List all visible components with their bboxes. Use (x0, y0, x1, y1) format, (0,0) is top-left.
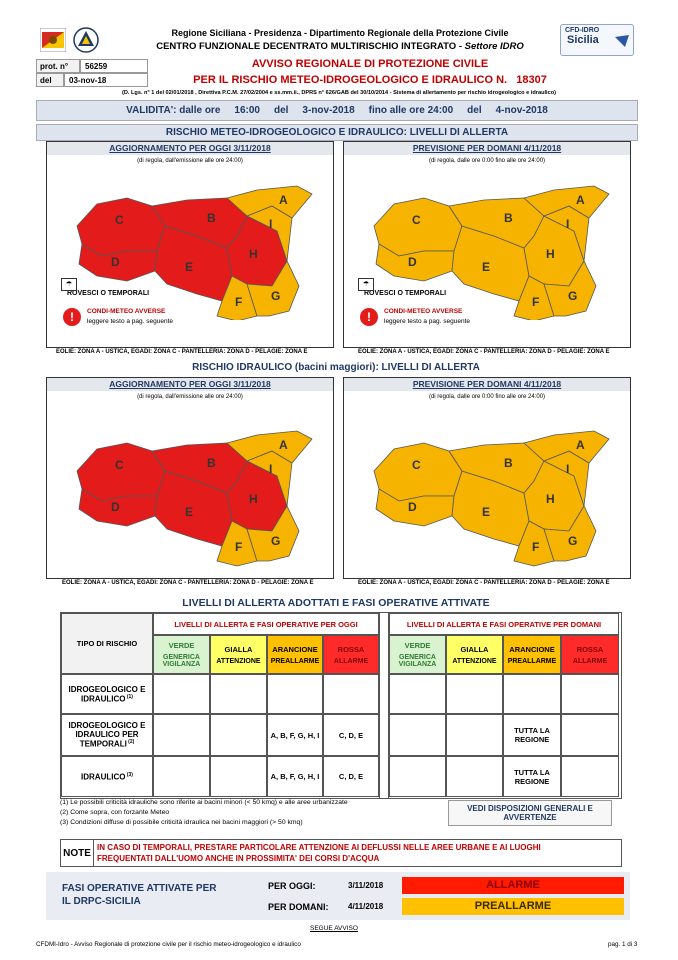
domani-rossa-label: ROSSA (576, 644, 604, 654)
zone-d-label: D (408, 255, 417, 269)
note-box (60, 839, 622, 867)
oggi-gialla-label: GIALLA (224, 644, 253, 654)
row-label-sup: (1) (125, 693, 133, 700)
oggi-rossa-cell: C, D, E (323, 756, 379, 797)
validity-to-date: 4-nov-2018 (495, 105, 548, 116)
domani-gialla-label: GIALLA (460, 644, 489, 654)
zone-i-label: I (566, 217, 570, 231)
table-notes (60, 798, 450, 828)
map-idraulico-domani (343, 377, 631, 579)
zone-d-label: D (111, 255, 120, 269)
zone-e-label: E (482, 260, 491, 274)
oggi-rossa-label: ROSSA (337, 644, 365, 654)
domani-rossa-sub: ALLARME (572, 657, 608, 665)
zone-e-label: E (185, 260, 194, 274)
row-label (61, 674, 153, 714)
domani-arancione-cell: TUTTA LA REGIONE (503, 714, 561, 756)
row-label-sup: (3) (125, 771, 133, 778)
oggi-verde (153, 635, 210, 674)
note-label: NOTE (61, 840, 94, 866)
map-idraulico-oggi (46, 377, 334, 579)
oggi-arancione-label: ARANCIONE (272, 644, 318, 654)
regione-logo (40, 28, 66, 52)
zone-e-label: E (185, 505, 194, 519)
row-label (61, 756, 153, 797)
map-meteo-domani-title: PREVISIONE PER DOMANI 4/11/2018 (344, 142, 630, 155)
oggi-arancione-cell (267, 674, 323, 714)
title-line1: AVVISO REGIONALE DI PROTEZIONE CIVILE (251, 58, 489, 70)
oggi-arancione-cell: A, B, F, G, H, I (267, 714, 323, 756)
domani-arancione-sub: PREALLARME (507, 657, 557, 665)
domani-rossa (561, 635, 619, 674)
oggi-arancione-sub: PREALLARME (270, 657, 320, 665)
zone-a-label: A (576, 438, 585, 452)
validity-from-date: 3-nov-2018 (302, 105, 355, 116)
validity-label: VALIDITA': dalle ore (126, 105, 221, 116)
zone-a-label: A (279, 193, 288, 207)
title-line2-text: PER IL RISCHIO METEO-IDROGEOLOGICO E IDRAULICO N. (193, 74, 508, 86)
fasi-domani-date: 4/11/2018 (348, 902, 384, 911)
zone-g-label: G (271, 534, 281, 548)
domani-arancione (503, 635, 561, 674)
zone-g-label: G (568, 289, 578, 303)
warning-icon-2: ! (360, 308, 378, 326)
oggi-rossa (323, 635, 379, 674)
domani-arancione-cell: TUTTA LA REGIONE (503, 756, 561, 797)
validity-from-time: 16:00 (234, 105, 260, 116)
zone-g-label: G (568, 534, 578, 548)
validity-del1: del (273, 105, 289, 116)
zone-g-label: G (271, 289, 281, 303)
sicily-icon (615, 34, 629, 46)
oggi-verde-sub: GENERICA VIGILANZA (162, 654, 201, 668)
note-3: (3) Condizioni diffuse di possibile criticità idraulica nei bacini maggiori (> 50 kmq) (60, 819, 303, 826)
domani-verde-cell (389, 674, 446, 714)
zone-e-label: E (482, 505, 491, 519)
domani-verde (389, 635, 446, 674)
row-label-text: IDROGEOLOGICO E IDRAULICO PER TEMPORALI $^{(2)}$ (68, 721, 146, 749)
oggi-arancione-cell: A, B, F, G, H, I (267, 756, 323, 797)
del-label: del (36, 73, 64, 87)
row-label-text: IDRAULICO $^{(3)}$ (81, 771, 133, 782)
zone-a-label: A (576, 193, 585, 207)
fasi-box (46, 872, 630, 920)
note-1: (1) Le possibili criticità idrauliche sono riferite ai bacini minori (< 50 kmq) e alle aree urbanizzate (60, 799, 348, 806)
oggi-rossa-cell (323, 674, 379, 714)
rovesci-label-2: ROVESCI O TEMPORALI (364, 290, 447, 297)
condi-meteo-sub: leggere testo a pag. seguente (87, 318, 174, 325)
zone-h-label: H (249, 247, 258, 261)
table-gap (379, 613, 389, 798)
prot-value: 56259 (80, 59, 148, 73)
oggi-verde-cell (153, 674, 210, 714)
zone-h-label: H (546, 492, 555, 506)
domani-verde-cell (389, 756, 446, 797)
header-line2 (110, 41, 570, 52)
eolie-note-4: EOLIE: ZONA A - USTICA, EGADI: ZONA C - PANTELLERIA: ZONA D - PELAGIE: ZONA E (358, 580, 610, 586)
map-idraulico-domani-title: PREVISIONE PER DOMANI 4/11/2018 (344, 378, 630, 391)
oggi-rossa-sub: ALLARME (333, 657, 369, 665)
validity-until: fino alle ore 24:00 (368, 105, 454, 116)
domani-verde-label: VERDE (404, 641, 431, 650)
header-line2-main: CENTRO FUNZIONALE DECENTRATO MULTIRISCHIO INTEGRATO - (156, 41, 462, 52)
fasi-domani-fase: PREALLARME (402, 898, 624, 915)
zone-a-label: A (279, 438, 288, 452)
zone-d-label: D (408, 500, 417, 514)
vedi-disposizioni-button[interactable]: VEDI DISPOSIZIONI GENERALI E AVVERTENZE (448, 800, 612, 826)
zone-f-label: F (532, 540, 540, 554)
segue-avviso: SEGUE AVVISO (310, 925, 358, 932)
footer-left: CFDMI-Idro - Avviso Regionale di protezione civile per il rischio meteo-idrogeologico e idraulico (36, 941, 301, 948)
title-refs: (D. Lgs. n° 1 del 02/01/2018 , Direttiva P.C.M. 27/02/2004 e ss.mm.ii., DPRS n° 626/GAB del 30/10/2014 - Sistema di allertamento per rischio idrogeologico e idraulico) (121, 90, 556, 96)
cfd-idro-logo (560, 24, 634, 56)
zone-b-label: B (504, 456, 513, 470)
section1-title: RISCHIO METEO-IDROGEOLOGICO E IDRAULICO: LIVELLI DI ALLERTA (36, 124, 638, 141)
map-idraulico-domani-sub: (di regola, dalle ore 0:00 fino alle ore 24:00) (428, 394, 546, 400)
map-meteo-oggi-sub: (di regola, dall'emissione alle ore 24:00) (137, 158, 243, 164)
row-label-sup: (2) (126, 739, 135, 746)
fasi-oggi-date: 3/11/2018 (348, 881, 384, 890)
map-meteo-domani-sub: (di regola, dalle ore 0:00 fino alle ore 24:00) (428, 158, 546, 164)
oggi-verde-label: VERDE (168, 641, 195, 650)
cfd-logo-bottom: Sicilia (567, 34, 599, 46)
condi-meteo-title: CONDI-METEO AVVERSE (87, 308, 166, 315)
domani-verde-cell (389, 714, 446, 756)
validity-del2: del (467, 105, 482, 116)
warning-icon: ! (63, 308, 81, 326)
note-text: IN CASO DI TEMPORALI, PRESTARE PARTICOLARE ATTENZIONE AI DEFLUSSI NELLE AREE URBANE E AI LUOGHI FREQUENTATI DALL'UOMO ANCHE IN PROSSIMITA' DEI CORSI D'ACQUA (97, 843, 541, 863)
map-meteo-oggi-title: AGGIORNAMENTO PER OGGI 3/11/2018 (47, 142, 333, 155)
header-line1: Regione Siciliana - Presidenza - Dipartimento Regionale della Protezione Civile (171, 28, 509, 38)
domani-header: LIVELLI DI ALLERTA E FASI OPERATIVE PER DOMANI (389, 613, 619, 635)
zone-c-area (77, 443, 165, 501)
map-meteo-domani (343, 141, 631, 348)
section2-title: RISCHIO IDRAULICO (bacini maggiori): LIVELLI DI ALLERTA (36, 361, 636, 375)
oggi-header: LIVELLI DI ALLERTA E FASI OPERATIVE PER OGGI (153, 613, 379, 635)
domani-gialla-cell (446, 674, 503, 714)
zone-c-label: C (115, 213, 124, 227)
cfd-logo-top: CFD-IDRO (565, 27, 600, 34)
oggi-gialla-cell (210, 756, 267, 797)
row-label (61, 714, 153, 756)
map-idraulico-oggi-sub: (di regola, dall'emissione alle ore 24:00) (137, 394, 243, 400)
fasi-oggi-label: PER OGGI: (268, 881, 316, 891)
oggi-verde-cell (153, 756, 210, 797)
zone-f-label: F (235, 540, 243, 554)
alert-table (60, 612, 622, 799)
zone-c-label: C (412, 213, 421, 227)
header-line2-italic: Settore IDRO (464, 41, 524, 52)
validity-band (36, 100, 638, 121)
domani-gialla-cell (446, 714, 503, 756)
fasi-label: FASI OPERATIVE ATTIVATE PER IL DRPC-SICILIA (62, 883, 217, 907)
eolie-note-1: EOLIE: ZONA A - USTICA, EGADI: ZONA C - PANTELLERIA: ZONA D - PELAGIE: ZONA E (56, 349, 308, 355)
zone-b-label: B (207, 456, 216, 470)
zone-b-label: B (504, 211, 513, 225)
zone-c-area (77, 198, 165, 256)
condi-meteo-title-2: CONDI-METEO AVVERSE (384, 308, 463, 315)
tipo-header: TIPO DI RISCHIO (61, 613, 153, 674)
zone-c-area (374, 198, 462, 256)
zone-h-label: H (546, 247, 555, 261)
footer-right: pag. 1 di 3 (608, 941, 638, 948)
oggi-gialla (210, 635, 267, 674)
temporali-icon: ☂ (61, 278, 77, 291)
fasi-oggi-fase: ALLARME (402, 877, 624, 894)
domani-verde-sub: GENERICA VIGILANZA (398, 654, 437, 668)
zone-i-label: I (269, 217, 273, 231)
zone-b-label: B (207, 211, 216, 225)
table-title: LIVELLI DI ALLERTA ADOTTATI E FASI OPERATIVE ATTIVATE (182, 597, 490, 609)
domani-gialla-sub: ATTENZIONE (452, 657, 497, 665)
note-2: (2) Come sopra, con forzante Meteo (60, 809, 170, 816)
oggi-gialla-sub: ATTENZIONE (216, 657, 261, 665)
domani-rossa-cell (561, 674, 619, 714)
oggi-gialla-cell (210, 674, 267, 714)
temporali-icon-2: ☂ (358, 278, 374, 291)
domani-rossa-cell (561, 714, 619, 756)
sicily-map-meteo-oggi (47, 170, 333, 320)
oggi-verde-cell (153, 714, 210, 756)
map-meteo-oggi (46, 141, 334, 348)
fasi-domani-label: PER DOMANI: (268, 902, 329, 912)
zone-c-label: C (115, 458, 124, 472)
oggi-gialla-cell (210, 714, 267, 756)
sicily-map-idraulico-domani (344, 410, 630, 570)
avviso-number: 18307 (516, 74, 547, 86)
domani-rossa-cell (561, 756, 619, 797)
row-label-text: IDROGEOLOGICO E IDRAULICO $^{(1)}$ (68, 684, 146, 704)
zone-d-label: D (111, 500, 120, 514)
title-line2 (150, 74, 590, 86)
oggi-rossa-cell: C, D, E (323, 714, 379, 756)
protezione-civile-logo (72, 26, 100, 54)
zone-f-label: F (532, 295, 540, 309)
domani-arancione-cell (503, 674, 561, 714)
sicily-map-meteo-domani (344, 170, 630, 320)
sicily-map-idraulico-oggi (47, 410, 333, 570)
domani-arancione-label: ARANCIONE (509, 644, 555, 654)
zone-h-label: H (249, 492, 258, 506)
prot-label: prot. n° (36, 59, 80, 73)
oggi-arancione (267, 635, 323, 674)
map-idraulico-oggi-title: AGGIORNAMENTO PER OGGI 3/11/2018 (47, 378, 333, 391)
domani-gialla (446, 635, 503, 674)
eolie-note-3: EOLIE: ZONA A - USTICA, EGADI: ZONA C - PANTELLERIA: ZONA D - PELAGIE: ZONA E (62, 580, 314, 586)
zone-f-label: F (235, 295, 243, 309)
condi-meteo-sub-2: leggere testo a pag. seguente (384, 318, 471, 325)
zone-c-label: C (412, 458, 421, 472)
zone-i-label: I (269, 462, 273, 476)
domani-gialla-cell (446, 756, 503, 797)
zone-i-label: I (566, 462, 570, 476)
zone-c-area (374, 443, 462, 501)
del-value: 03-nov-18 (64, 73, 148, 87)
eolie-note-2: EOLIE: ZONA A - USTICA, EGADI: ZONA C - PANTELLERIA: ZONA D - PELAGIE: ZONA E (358, 349, 610, 355)
rovesci-label: ROVESCI O TEMPORALI (67, 290, 150, 297)
